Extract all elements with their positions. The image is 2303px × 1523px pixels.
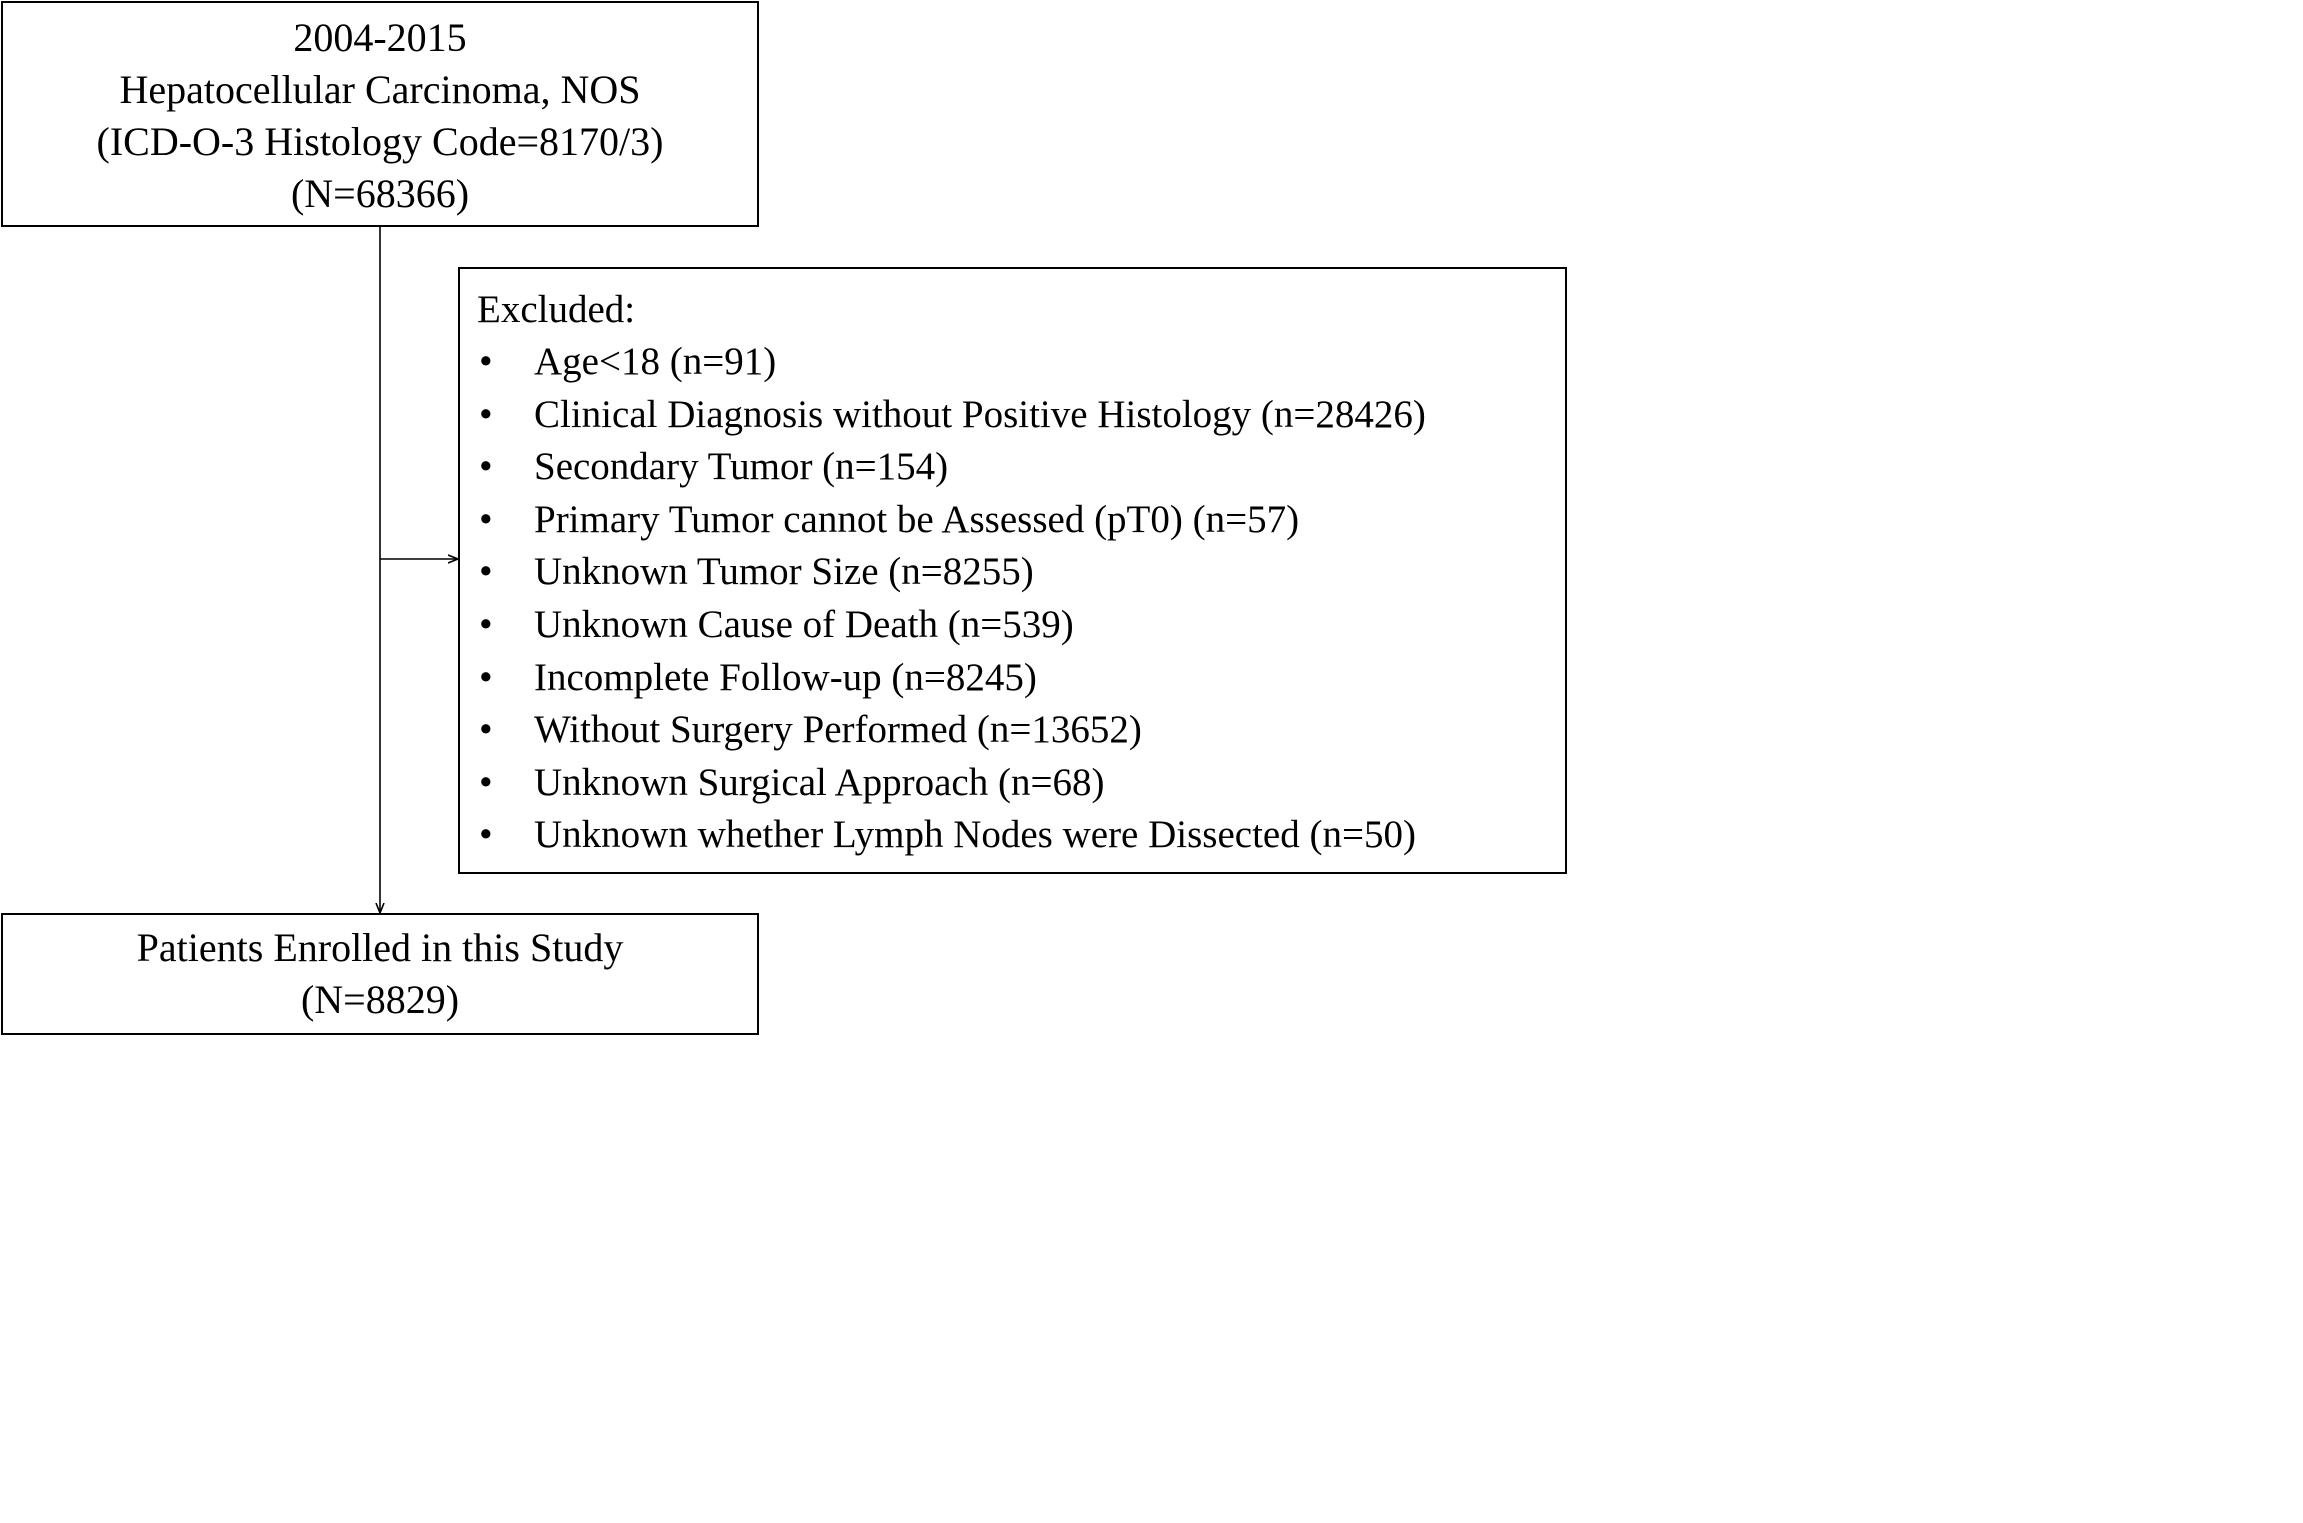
histology-code: (ICD-O-3 Histology Code=8170/3) bbox=[96, 119, 664, 164]
exclusion-item-text: Clinical Diagnosis without Positive Histology (n=28426) bbox=[534, 392, 1426, 436]
exclusion-item bbox=[477, 546, 1565, 599]
diagnosis-label: Hepatocellular Carcinoma, NOS bbox=[119, 67, 641, 112]
exclusion-item bbox=[477, 336, 1565, 389]
exclusion-item-text: Age<18 (n=91) bbox=[534, 340, 777, 383]
bullet-icon: • bbox=[479, 760, 493, 804]
bullet-icon: • bbox=[479, 392, 493, 436]
exclusion-item bbox=[477, 494, 1565, 547]
bullet-icon: • bbox=[479, 708, 493, 752]
exclusion-item-text: Secondary Tumor (n=154) bbox=[534, 445, 949, 489]
exclusion-item bbox=[477, 599, 1565, 652]
source-population-box bbox=[1, 1, 759, 227]
bullet-icon: • bbox=[479, 445, 493, 489]
bullet-icon: • bbox=[479, 497, 493, 541]
exclusion-item bbox=[477, 652, 1565, 705]
exclusion-item-text: Unknown Cause of Death (n=539) bbox=[534, 602, 1074, 646]
enrolled-count: (N=8829) bbox=[300, 977, 460, 1022]
exclusion-list bbox=[477, 336, 1565, 862]
exclusion-item-text: Without Surgery Performed (n=13652) bbox=[534, 708, 1142, 752]
source-count: (N=68366) bbox=[290, 171, 470, 216]
exclusion-item bbox=[477, 809, 1565, 862]
exclusion-item-text: Unknown Surgical Approach (n=68) bbox=[534, 760, 1105, 804]
enrolled-patients-box bbox=[1, 913, 759, 1035]
excluded-heading: Excluded: bbox=[477, 288, 636, 331]
exclusion-item-text: Primary Tumor cannot be Assessed (pT0) (n=57) bbox=[534, 497, 1300, 541]
bullet-icon: • bbox=[479, 655, 493, 699]
bullet-icon: • bbox=[479, 813, 493, 857]
enrolled-label: Patients Enrolled in this Study bbox=[136, 925, 624, 970]
exclusion-item bbox=[477, 757, 1565, 810]
date-range: 2004-2015 bbox=[293, 15, 467, 60]
exclusion-item bbox=[477, 704, 1565, 757]
bullet-icon: • bbox=[479, 340, 493, 383]
exclusion-criteria-box bbox=[458, 267, 1567, 874]
exclusion-item-text: Unknown whether Lymph Nodes were Dissected (n=50) bbox=[534, 813, 1416, 857]
exclusion-item-text: Incomplete Follow-up (n=8245) bbox=[534, 655, 1037, 699]
bullet-icon: • bbox=[479, 602, 493, 646]
bullet-icon: • bbox=[479, 550, 493, 594]
exclusion-item bbox=[477, 389, 1565, 442]
exclusion-item-text: Unknown Tumor Size (n=8255) bbox=[534, 550, 1034, 594]
exclusion-item bbox=[477, 441, 1565, 494]
